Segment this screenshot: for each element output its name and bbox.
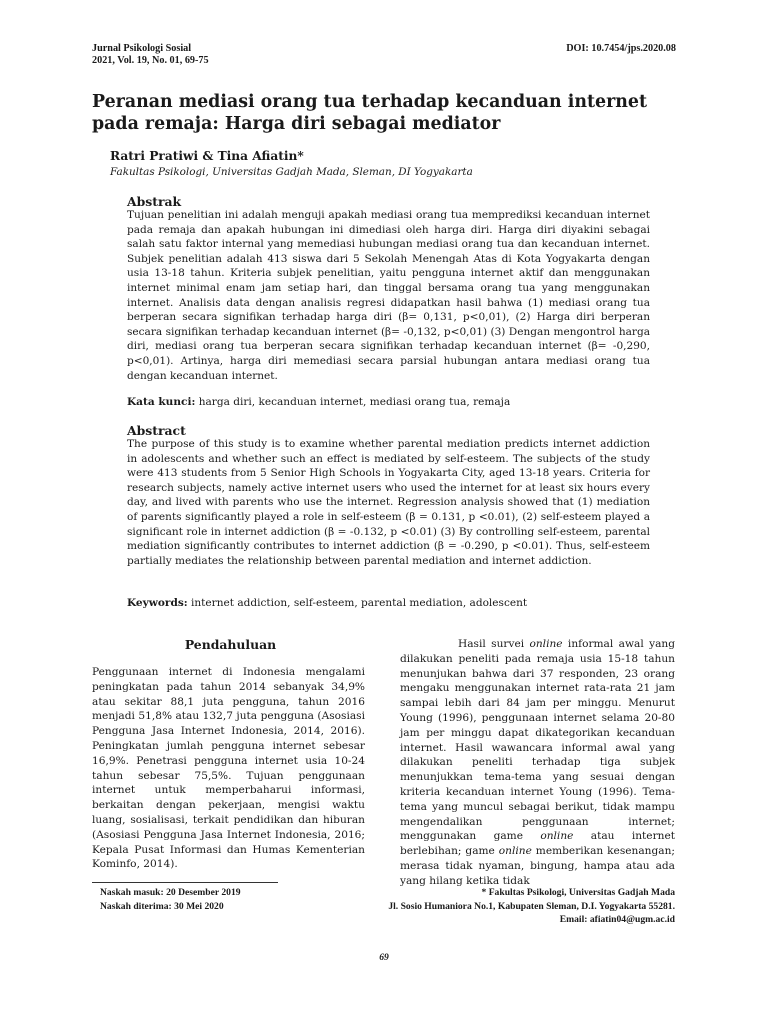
pendahuluan-left-text: Penggunaan internet di Indonesia mengalami peningkatan pada tahun 2014 sebanyak 34,9% atau sekitar 88,1 juta pengguna, tahun 2016 menjadi 51,8% atau 132,7 juta pengguna (Asosiasi Pengguna Jasa Internet Indonesia, 2014, 2016). Peningkatan jumlah pengguna internet sebesar 16,9%. Penetrasi pengguna internet usia 10-24 tahun sebesar 75,5%. Tujuan penggunaan internet untuk memperbaharui informasi, berkaitan dengan pekerjaan, mengisi waktu luang, sosialisasi, terkait pendidikan dan hiburan (Asosiasi Pengguna Jasa Internet Indonesia, 2016; Kepala Pusat Informasi dan Humas Kementerian Kominfo, 2014). xyxy=(92,666,365,871)
page-number: 69 xyxy=(379,952,389,963)
journal-name: Jurnal Psikologi Sosial xyxy=(92,43,192,54)
pendahuluan-heading: Pendahuluan xyxy=(184,637,277,652)
corresponding-email: Email: afiatin04@ugm.ac.id xyxy=(559,914,675,925)
kata-kunci-label: Kata kunci: xyxy=(127,396,196,408)
authors: Ratri Pratiwi & Tina Afiatin* xyxy=(110,149,304,163)
corresponding-address: Jl. Sosio Humaniora No.1, Kabupaten Sleman, D.I. Yogyakarta 55281. xyxy=(388,901,675,912)
abstrak-text: Tujuan penelitian ini adalah menguji apakah mediasi orang tua memprediksi kecanduan internet pada remaja dan apakah hubungan ini dimediasi oleh harga diri. Harga diri diyakini sebagai salah satu faktor internal yang memediasi hubungan mediasi orang tua dan kecanduan internet. Subjek penelitian adalah 413 siswa dari 5 Sekolah Menengah Atas di Kota Yogyakarta dengan usia 13-18 tahun. Kriteria subjek penelitian, yaitu pengguna internet aktif dan menggunakan internet minimal enam jam setiap hari, dan tinggal bersama orang tua yang menggunakan internet. Analisis data dengan analisis regresi didapatkan hasil bahwa (1) mediasi orang tua berperan secara signifikan terhadap harga diri (β= 0,131, p<0,01), (2) Harga diri berperan secara signifikan terhadap kecanduan internet (β= -0,132, p<0,01) (3) Dengan mengontrol harga diri, mediasi orang tua berperan secara signifikan terhadap kecanduan internet (β= -0,290, p<0,01). Artinya, harga diri memediasi secara parsial hubungan antara mediasi orang tua dengan kecanduan internet. xyxy=(127,209,650,382)
affiliation: Fakultas Psikologi, Universitas Gadjah Mada, Sleman, DI Yogyakarta xyxy=(110,166,473,178)
kata-kunci xyxy=(127,395,650,410)
footnote-rule xyxy=(92,882,278,883)
journal-volume: 2021, Vol. 19, No. 01, 69-75 xyxy=(92,55,209,66)
abstract-text: The purpose of this study is to examine whether parental mediation predicts internet addiction in adolescents and whether such an effect is mediated by self-esteem. The subjects of the study were 413 students from 5 Senior High Schools in Yogyakarta City, aged 13-18 years. Criteria for research subjects, namely active internet users who used the internet for at least six hours every day, and lived with parents who use the internet. Regression analysis showed that (1) mediation of parents significantly played a role in self-esteem (β = 0.131, p <0.01), (2) self-esteem played a significant role in internet addiction (β = -0.132, p <0.01) (3) By controlling self-esteem, parental mediation significantly contributes to internet addiction (β = -0.290, p <0.01). Thus, self-esteem partially mediates the relationship between parental mediation and internet addiction. xyxy=(127,438,650,567)
received-date: Naskah masuk: 20 Desember 2019 xyxy=(100,887,241,898)
keywords-text: internet addiction, self-esteem, parental mediation, adolescent xyxy=(187,597,528,609)
keywords xyxy=(127,596,650,611)
accepted-date: Naskah diterima: 30 Mei 2020 xyxy=(100,901,224,912)
kata-kunci-text: harga diri, kecanduan internet, mediasi orang tua, remaja xyxy=(195,396,511,408)
paper-title: Peranan mediasi orang tua terhadap kecanduan internet pada remaja: Harga diri sebagai mediator xyxy=(92,92,648,134)
corresponding-affiliation: * Fakultas Psikologi, Universitas Gadjah Mada xyxy=(481,887,675,898)
abstract-heading: Abstract xyxy=(127,423,186,438)
abstrak-heading: Abstrak xyxy=(127,194,182,209)
doi: DOI: 10.7454/jps.2020.08 xyxy=(566,43,676,54)
pendahuluan-right-text: Hasil survei online informal awal yang dilakukan peneliti pada remaja usia 15-18 tahun menunjukan bahwa dari 37 responden, 23 orang mengaku menggunakan internet rata-rata 21 jam sampai lebih dari 84 jam per minggu. Menurut Young (1996), penggunaan internet selama 20-80 jam per minggu dapat dikategorikan kecanduan internet. Hasil wawancara informal awal yang dilakukan peneliti terhadap tiga subjek menunjukkan tema-tema yang sesuai dengan kriteria kecanduan internet Young (1996). Tema-tema yang muncul sebagai berikut, tidak mampu mengendalikan penggunaan internet; menggunakan game online atau internet berlebihan; game online memberikan kesenangan; merasa tidak nyaman, bingung, hampa atau ada yang hilang ketika tidak xyxy=(400,638,675,887)
keywords-label: Keywords: xyxy=(127,597,188,609)
